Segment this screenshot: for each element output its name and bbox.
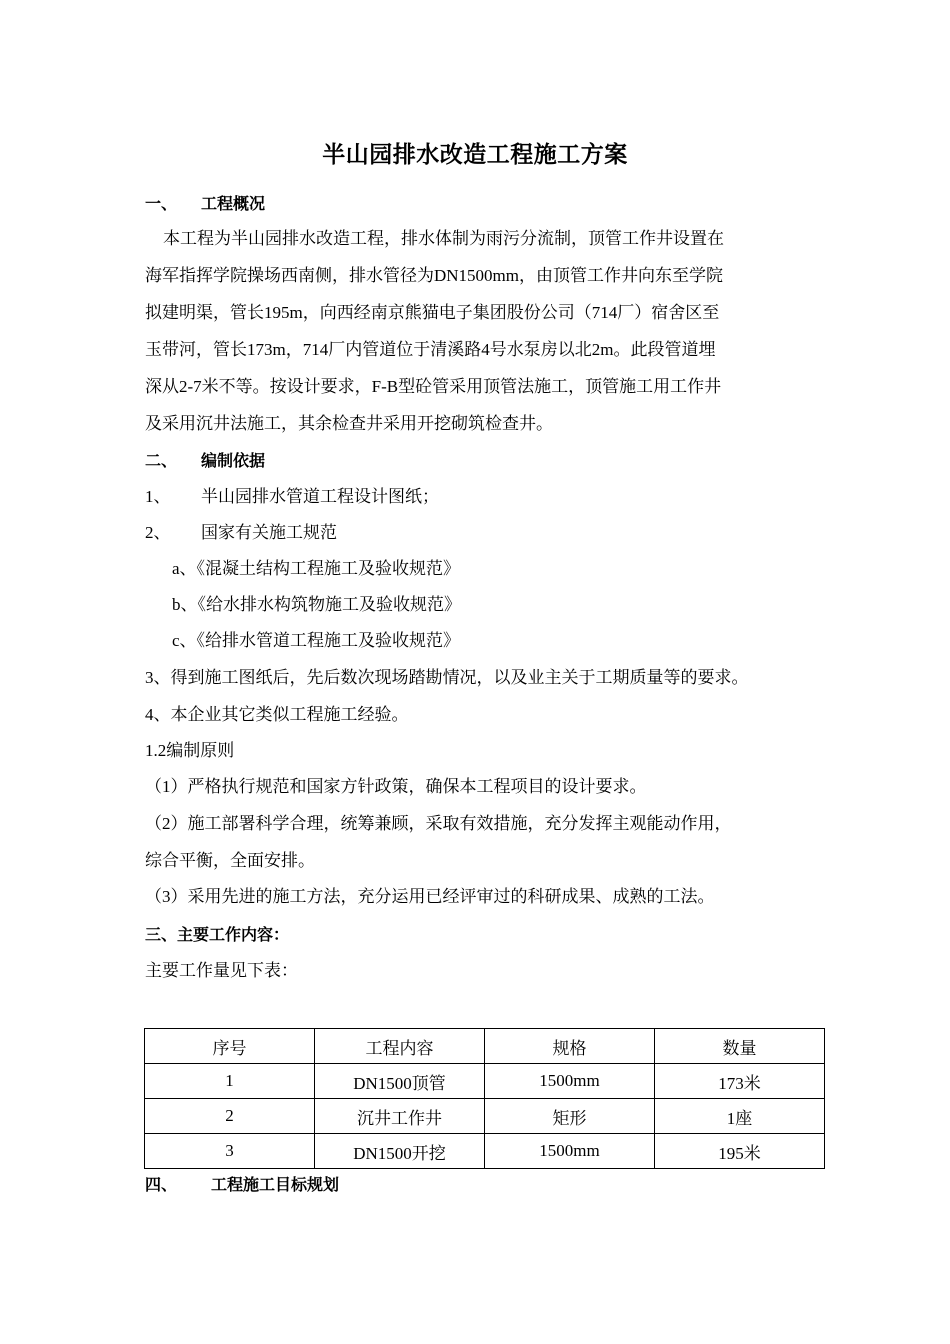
paragraph-line: 及采用沉井法施工，其余检查井采用开挖砌筑检查井。 <box>145 414 553 433</box>
table-cell: DN1500顶管 <box>315 1064 485 1099</box>
table-cell: 173米 <box>655 1064 825 1099</box>
section-heading-basis <box>145 449 265 473</box>
paragraph-line: 海军指挥学院操场西南侧，排水管径为DN1500mm，由顶管工作井向东至学院 <box>145 266 723 285</box>
table-header-cell: 工程内容 <box>315 1029 485 1064</box>
standard-item: b、《给水排水构筑物施工及验收规范》 <box>172 595 461 614</box>
section-number: 一、 <box>145 194 178 213</box>
table-cell: 195米 <box>655 1134 825 1169</box>
table-cell: 沉井工作井 <box>315 1099 485 1134</box>
table-cell: 3 <box>145 1134 315 1169</box>
table-header-cell: 数量 <box>655 1029 825 1064</box>
table-cell: 1 <box>145 1064 315 1099</box>
document-title: 半山园排水改造工程施工方案 <box>322 142 628 168</box>
table-row <box>145 1064 825 1099</box>
paragraph-line: 本工程为半山园排水改造工程，排水体制为雨污分流制，顶管工作井设置在 <box>163 229 724 248</box>
table-cell: 1座 <box>655 1099 825 1134</box>
principle-item: （2）施工部署科学合理，统筹兼顾，采取有效措施，充分发挥主观能动作用， <box>145 814 732 833</box>
section-heading-work: 三、主要工作内容： <box>145 925 290 944</box>
table-header-row <box>145 1029 825 1064</box>
paragraph-line: 拟建明渠，管长195m，向西经南京熊猫电子集团股份公司（714厂）宿舍区至 <box>145 303 720 322</box>
paragraph-line: 玉带河，管长173m，714厂内管道位于清溪路4号水泵房以北2m。此段管道埋 <box>145 340 716 359</box>
table-cell: 2 <box>145 1099 315 1134</box>
table-row <box>145 1099 825 1134</box>
list-item-text: 半山园排水管道工程设计图纸； <box>201 487 439 506</box>
table-cell: 1500mm <box>485 1134 655 1169</box>
principle-item: （3）采用先进的施工方法，充分运用已经评审过的科研成果、成熟的工法。 <box>145 887 715 906</box>
table-header-cell: 序号 <box>145 1029 315 1064</box>
table-cell: DN1500开挖 <box>315 1134 485 1169</box>
list-item-number: 2、 <box>145 523 171 542</box>
list-item: 3、得到施工图纸后，先后数次现场踏勘情况，以及业主关于工期质量等的要求。 <box>145 668 749 687</box>
standard-item: c、《给排水管道工程施工及验收规范》 <box>172 631 461 650</box>
table-intro: 主要工作量见下表： <box>145 961 298 980</box>
section-title: 工程施工目标规划 <box>211 1175 340 1194</box>
table-cell: 1500mm <box>485 1064 655 1099</box>
principle-item-continued: 综合平衡，全面安排。 <box>145 851 315 870</box>
principle-item: （1）严格执行规范和国家方针政策，确保本工程项目的设计要求。 <box>145 777 647 796</box>
list-item-number: 1、 <box>145 487 171 506</box>
section-title: 工程概况 <box>201 194 266 213</box>
table-row <box>145 1134 825 1169</box>
section-number: 四、 <box>145 1175 178 1194</box>
list-item <box>145 521 337 545</box>
paragraph-line: 深从2-7米不等。按设计要求，F-B型砼管采用顶管法施工，顶管施工用工作井 <box>145 377 722 396</box>
section-heading-goals <box>145 1173 339 1197</box>
list-item-text: 国家有关施工规范 <box>201 523 337 542</box>
list-item: 4、本企业其它类似工程施工经验。 <box>145 705 409 724</box>
subsection-title: 1.2编制原则 <box>145 741 235 760</box>
table-header-cell: 规格 <box>485 1029 655 1064</box>
list-item <box>145 485 439 509</box>
section-number: 二、 <box>145 451 178 470</box>
work-quantity-table <box>144 1028 825 1169</box>
table-cell: 矩形 <box>485 1099 655 1134</box>
section-heading-overview <box>145 192 265 216</box>
standard-item: a、《混凝土结构工程施工及验收规范》 <box>172 559 461 578</box>
section-title: 编制依据 <box>201 451 266 470</box>
